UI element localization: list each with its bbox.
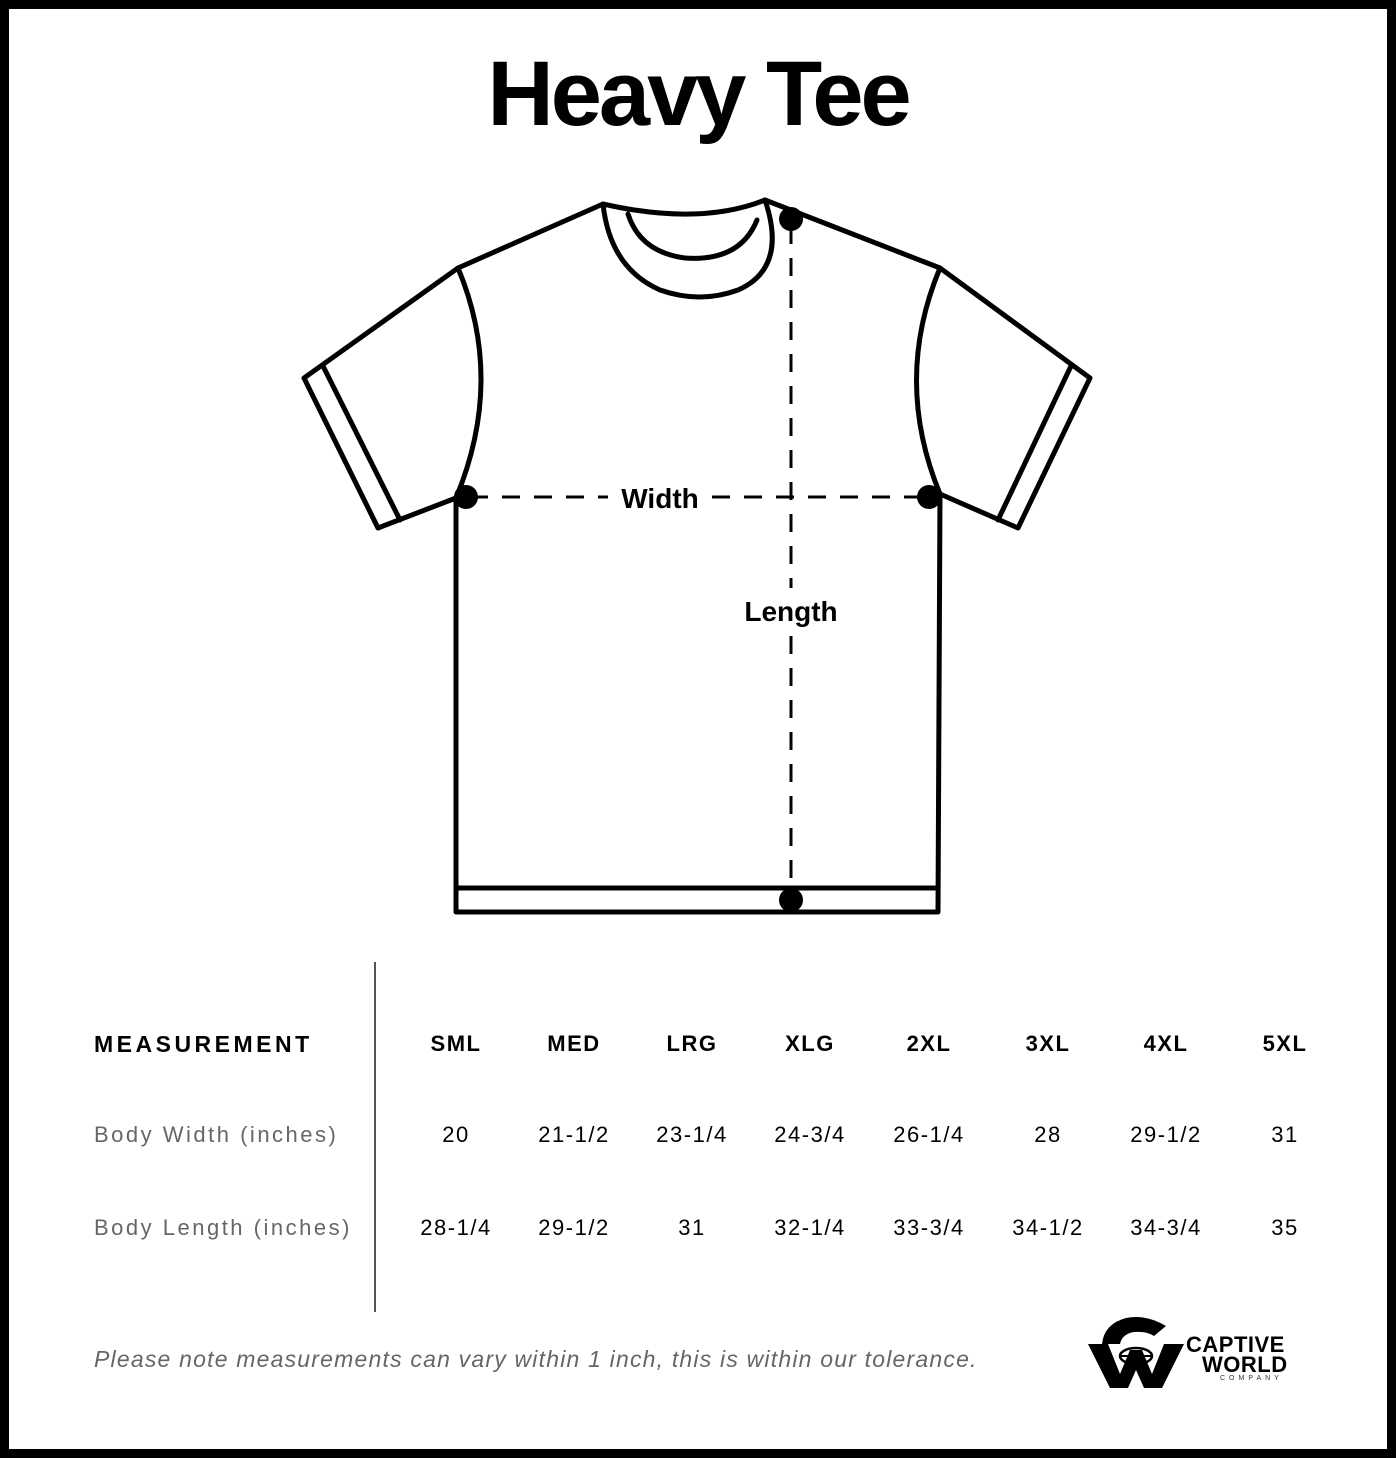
width-point-right bbox=[917, 485, 941, 509]
width-label: Width bbox=[621, 483, 699, 514]
size-header-3xl: 3XL bbox=[1025, 1031, 1071, 1056]
table-divider bbox=[374, 962, 376, 1312]
width-point-left bbox=[454, 485, 478, 509]
page-title: Heavy Tee bbox=[487, 43, 909, 145]
table-cell: 31 bbox=[1271, 1122, 1299, 1147]
logo-text-company: COMPANY bbox=[1220, 1375, 1283, 1382]
logo-text-world: WORLD bbox=[1202, 1352, 1288, 1377]
logo-mark-icon bbox=[1086, 1312, 1186, 1392]
size-header-2xl: 2XL bbox=[906, 1031, 952, 1056]
size-header-sml: SML bbox=[430, 1031, 482, 1056]
tolerance-note: Please note measurements can vary within 1 inch, this is within our tolerance. bbox=[94, 1346, 978, 1372]
left-armhole bbox=[456, 268, 481, 498]
measurement-header: MEASUREMENT bbox=[94, 1031, 313, 1057]
tshirt-outline bbox=[304, 200, 1090, 912]
size-header-xlg: XLG bbox=[785, 1031, 835, 1056]
logo-text-captive: CAPTIVE bbox=[1186, 1332, 1285, 1357]
table-cell: 29-1/2 bbox=[1130, 1122, 1202, 1147]
row-label-body-length: Body Length (inches) bbox=[94, 1215, 352, 1240]
table-cell: 28-1/4 bbox=[420, 1215, 492, 1240]
table-cell: 20 bbox=[442, 1122, 470, 1147]
length-point-bottom bbox=[779, 888, 803, 912]
size-header-lrg: LRG bbox=[666, 1031, 718, 1056]
table-cell: 31 bbox=[678, 1215, 706, 1240]
table-cell: 34-3/4 bbox=[1130, 1215, 1202, 1240]
table-cell: 32-1/4 bbox=[774, 1215, 846, 1240]
row-label-body-width: Body Width (inches) bbox=[94, 1122, 339, 1147]
size-header-4xl: 4XL bbox=[1143, 1031, 1189, 1056]
table-cell: 24-3/4 bbox=[774, 1122, 846, 1147]
table-cell: 21-1/2 bbox=[538, 1122, 610, 1147]
table-cell: 33-3/4 bbox=[893, 1215, 965, 1240]
table-cell: 35 bbox=[1271, 1215, 1299, 1240]
right-armhole bbox=[917, 268, 941, 494]
length-point-top bbox=[779, 207, 803, 231]
table-cell: 29-1/2 bbox=[538, 1215, 610, 1240]
table-cell: 23-1/4 bbox=[656, 1122, 728, 1147]
size-header-5xl: 5XL bbox=[1262, 1031, 1308, 1056]
table-cell: 26-1/4 bbox=[893, 1122, 965, 1147]
collar-inner bbox=[628, 214, 757, 258]
captive-world-logo bbox=[1086, 1312, 1336, 1392]
table-cell: 28 bbox=[1034, 1122, 1062, 1147]
table-cell: 34-1/2 bbox=[1012, 1215, 1084, 1240]
size-header-med: MED bbox=[547, 1031, 601, 1056]
length-label: Length bbox=[744, 596, 838, 627]
